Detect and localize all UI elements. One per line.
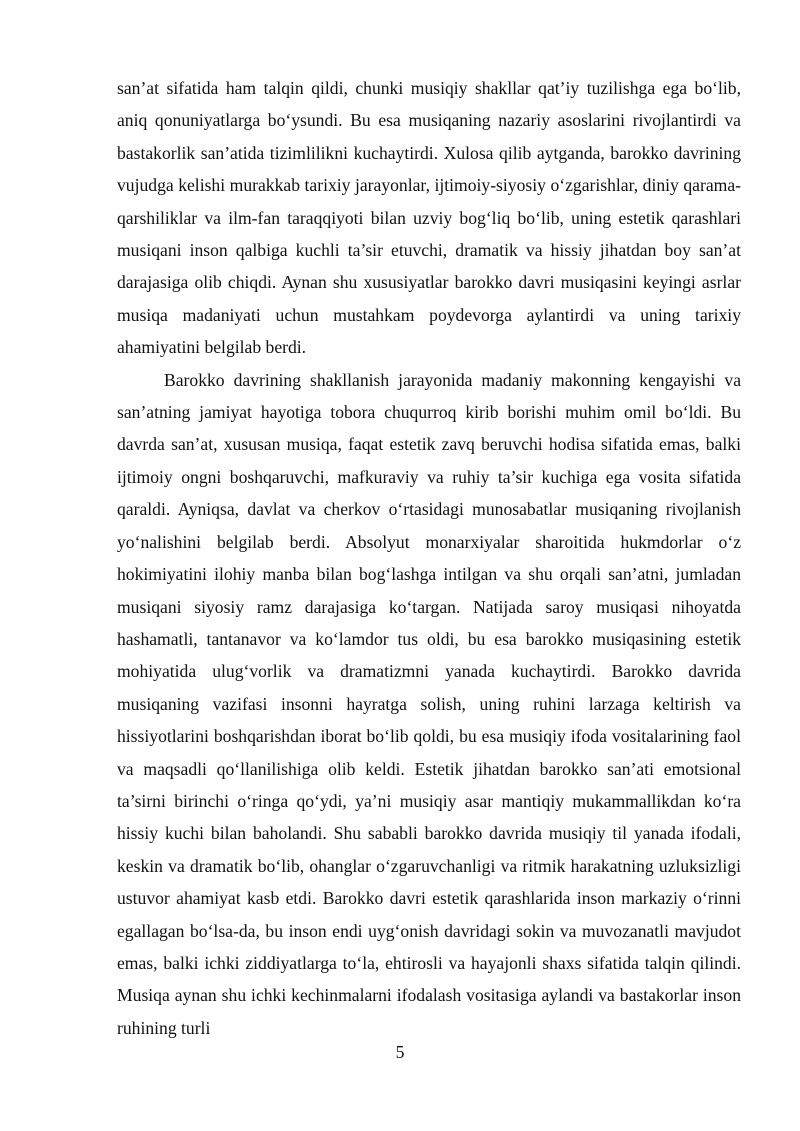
page-number: 5 xyxy=(395,1042,405,1062)
paragraph-barokko-shakllanish: Barokko davrining shakllanish jarayonida madaniy makonning kengayishi va san’atning jamiyat hayotiga tobora chuqurroq kirib borishi muhim omil bo‘ldi. Bu davrda san’at, xususan musiqa, faqat estetik zavq beruvchi hodisa sifatida emas, balki ijtimoiy ongni boshqaruvchi, mafkuraviy va ruhiy ta’sir kuchiga ega vosita sifatida qaraldi. Ayniqsa, davlat va cherkov o‘rtasidagi munosabatlar musiqaning rivojlanish yo‘nalishini belgilab berdi. Absolyut monarxiyalar sharoitida hukmdorlar o‘z hokimiyatini ilohiy manba bilan bog‘lashga intilgan va shu orqali san’atni, jumladan musiqani siyosiy ramz darajasiga ko‘targan. Natijada saroy musiqasi nihoyatda hashamatli, tantanavor va ko‘lamdor tus oldi, bu esa barokko musiqasining estetik mohiyatida ulug‘vorlik va dramatizmni yanada kuchaytirdi. Barokko davrida musiqaning vazifasi insonni hayratga solish, uning ruhini larzaga keltirish va hissiyotlarini boshqarishdan iborat bo‘lib qoldi, bu esa musiqiy ifoda vositalarining faol va maqsadli qo‘llanilishiga olib keldi. Estetik jihatdan barokko san’ati emotsional ta’sirni birinchi o‘ringa qo‘ydi, ya’ni musiqiy asar mantiqiy mukammallikdan ko‘ra hissiy kuchi bilan baholandi. Shu sababli barokko davrida musiqiy til yanada ifodali, keskin va dramatik bo‘lib, ohanglar o‘zgaruvchanligi va ritmik harakatning uzluksizligi ustuvor ahamiyat kasb etdi. Barokko davri estetik qarashlarida inson markaziy o‘rinni egallagan bo‘lsa-da, bu inson endi uyg‘onish davridagi sokin va muvozanatli mavjudot emas, balki ichki ziddiyatlarga to‘la, ehtirosli va hayajonli shaxs sifatida talqin qilindi. Musiqa aynan shu ichki kechinmalarni ifodalash vositasiga aylandi va bastakorlar inson ruhining turli xyxy=(117,369,741,1038)
document-page-body xyxy=(117,72,741,1044)
paragraph-continuation: san’at sifatida ham talqin qildi, chunki musiqiy shakllar qat’iy tuzilishga ega bo‘lib, aniq qonuniyatlarga bo‘ysundi. Bu esa musiqaning nazariy asoslarini rivojlantirdi va bastakorlik san’atida tizimlilikni kuchaytirdi. Xulosa qilib aytganda, barokko davrining vujudga kelishi murakkab tarixiy jarayonlar, ijtimoiy-siyosiy o‘zgarishlar, diniy qarama-qarshiliklar va ilm-fan taraqqiyoti bilan uzviy bog‘liq bo‘lib, uning estetik qarashlari musiqani inson qalbiga kuchli ta’sir etuvchi, dramatik va hissiy jihatdan boy san’at darajasiga olib chiqdi. Aynan shu xususiyatlar barokko davri musiqasini keyingi asrlar musiqa madaniyati uchun mustahkam poydevorga aylantirdi va uning tarixiy ahamiyatini belgilab berdi. xyxy=(117,78,741,358)
